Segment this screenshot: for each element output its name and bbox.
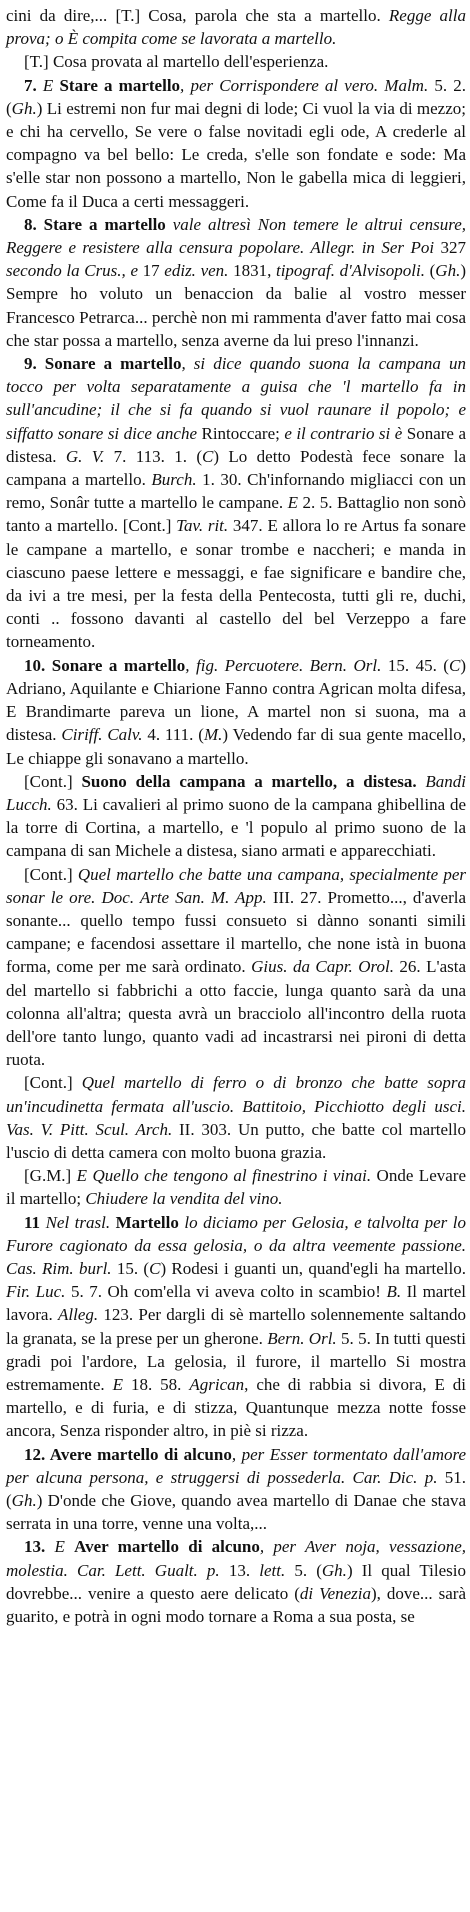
entry-text-run: E [42,75,60,95]
entry-text-run: 5. 2. ( [6,75,467,118]
dictionary-entry [6,4,466,50]
entry-text-run: Gius. da Capr. Orol. [251,957,394,977]
dictionary-entry [6,770,466,863]
entry-text-run: di Venezia [299,1583,372,1603]
entry-text-run: ) Sempre ho voluto un benaccion da balie al vostro messer Francesco Petrarca... perchè non mi rammenta d'aver fatto mai cosa che star possa a martello, senza averne da lui preso l'innanzi. [6,261,466,350]
entry-text-run: lo diciamo per Gelosia, e talvolta per lo Furore cagionato da essa gelosia, o da altra veemente passione. Cas. Rim. burl. [6,1212,467,1278]
entry-text-run: Gh. [11,98,37,118]
entry-text-run: 5. 7. Oh com'ella vi aveva colto in scambio! [65,1282,387,1302]
entry-text-run: 327 [434,238,466,258]
entry-text-run: ) Rodesi i guanti un, quand'egli ha martello. [160,1258,466,1278]
entry-text-run: Chiudere la vendita del vino. [85,1189,283,1209]
entry-text-run: [G.M.] [24,1166,77,1186]
entry-text-run: Bern. Orl. [267,1328,337,1348]
dictionary-entry [6,1443,466,1536]
entry-text-run: 2. 5. Battaglio non sonò tanto a martello. [Cont.] [6,493,466,536]
entry-text-run: 51. ( [6,1467,466,1510]
entry-text-run: 10. Sonare a martello [24,655,186,675]
entry-text-run: vale altresì Non temere le altrui censure, Reggere e resistere alla censura popolare. Allegr. in Ser Poi [6,214,466,258]
entry-text-run: ), dove... sarà guarito, e potrà in ogni modo tornare a Roma a sua posta, se [6,1583,466,1627]
entry-text-run: Aver martello di alcuno [74,1537,260,1557]
entry-text-run: Sonare a distesa. [6,423,466,466]
entry-text-run: Alleg. [57,1305,99,1325]
entry-text-run: Quel martello che batte una campana, specialmente per sonar le ore. Doc. Arte San. M. App. [6,864,466,907]
entry-text-run: Burch. [151,470,197,490]
entry-text-run: Gh. [435,261,461,281]
entry-text-run: B. [386,1282,402,1302]
entry-text-run: , per Aver noja, vessazione, molestia. Car. Lett. Gualt. p. [6,1537,467,1580]
entry-text-run: C [202,446,214,466]
entry-text-run: 123. Per dargli di sè martello solennemente saltando la granata, se la prese per un gherone. [6,1305,467,1348]
entry-text-run: Bandi Lucch. [6,771,467,814]
entry-text-run: ) Il qual Tilesio dovrebbe... venire a questo aere delicato ( [6,1560,466,1603]
entry-text-run: Ciriff. Calv. [61,725,143,745]
entry-text-run: ) Vedendo far di sua gente macello, Le chiappe gli sonavano a martello. [6,725,466,768]
dictionary-entry [6,1164,466,1210]
entry-text-run: lett. [259,1560,286,1580]
entry-text-run: Regge alla prova; o È compita come se lavorata a martello. [6,6,467,49]
entry-text-run: 1831, [228,261,276,281]
entry-text-run: ediz. ven. [164,261,229,281]
entry-text-run: Nel trasl. [45,1212,116,1232]
entry-text-run: [T.] Cosa provata al martello dell'esperienza. [24,52,329,72]
dictionary-entry [6,74,466,213]
entry-text-run: E [287,493,299,513]
entry-text-run: E Quello che tengono al finestrino i vinai. [76,1166,372,1186]
entry-text-run: Agrican [189,1374,245,1394]
entry-text-run: 347. E allora lo re Artus fa sonare le campane a martello, e sonar trombe e naccheri; e manda in ciascuno paese lettere e messaggi, e fae significare e bandire che, da ivi a tre mesi, per la festa della Pentecosta, tutti gli re, duchi, conti .. fossono davanti al castello del bel Verzeppo a fare torneamento. [6,516,466,652]
entry-text-run: Martello [115,1212,179,1232]
entry-text-run: Rintoccare; [197,423,285,443]
dictionary-entry [6,352,466,654]
entry-text-run: 11 [24,1212,46,1232]
entry-text-run: 7. 113. 1. ( [104,446,203,466]
entry-text-run: cini da dire,... [T.] Cosa, parola che sta a martello. [6,6,389,25]
entry-text-run: Gh. [11,1491,37,1510]
entry-text-run: tipograf. d'Alvisopoli. [275,261,425,281]
entry-text-run: 17 [138,261,165,281]
dictionary-entry [6,50,466,73]
entries-column [6,4,466,1628]
entry-text-run: , che di rabbia si divora, E di martello, e di furia, e di stizza, Quantunque mezza notte fosse ancora, Senza risponder altro, in piè si rizza. [6,1374,467,1441]
entry-text-run: C [149,1258,161,1278]
dictionary-entry [6,1211,466,1443]
entry-text-run: 26. L'asta del martello si fabbrichi a otto faccie, lunga quanto sarà da una colonna all'altra; questa avrà un bracciolo all'incontro della ruota dell'ore tanto lungo, quanto vadi ad incastrarsi nei pironi di detta ruota. [6,957,466,1070]
entry-text-run: 18. 58. [123,1374,190,1394]
entry-text-run: [Cont.] [24,864,78,884]
entry-text-run: , si dice quando suona la campana un tocco per volta separatamente a guisa che 'l martello fa in sull'ancudine; il che si fa quando si vuol raunare il popolo; e siffatto sonare si dice anche [6,354,466,443]
entry-text-run: secondo la Crus., e [6,261,138,281]
dictionary-entry [6,1535,466,1628]
entry-text-run: M. [203,725,223,745]
entry-text-run: ) Li estremi non fur mai degni di lode; Ci vuol la via di mezzo; e chi ha cervello, Se vere o false novitadi egli ode, A crederle al compagno va bel bello: Le creda, s'elle son fondate e sode: Ma s'elle star non possono a martello, Non le gabella mica di leggieri, Come fa il Duca a certi messaggeri. [6,98,466,211]
entry-text-run: Suono della campana a martello, a distesa. [81,771,417,791]
entry-text-run: , per Esser tormentato dall'amore per alcuna persona, e struggersi di possederla. Car. Dic. p. [6,1444,466,1487]
entry-text-run: 15. 45. ( [381,655,449,675]
entry-text-run: ) Adriano, Aquilante e Chiarione Fanno contra Agrican molta difesa, E Brandimarte pareva un lione, A martel non si suona, ma a distesa. [6,655,466,745]
entry-text-run: 8. Stare a martello [24,214,173,234]
entry-text-run: ) D'onde che Giove, quando avea martello di Danae che stava serrata in una torre, venne una volta,... [6,1491,466,1534]
entry-text-run: E [54,1537,75,1557]
entry-text-run: G. V. [65,446,105,466]
entry-text-run: 63. Li cavalieri al primo suono de la campana ghibellina de la torre di Cortina, a martello, e 'l populo al primo suono de la campana di san Michele a distesa, siano armati e apparecchiati. [6,794,466,861]
dictionary-entry [6,1071,466,1164]
entry-text-run: Gh. [321,1560,347,1580]
entry-text-run: Il martel lavora. [6,1282,466,1325]
entry-text-run: 9. Sonare a martello [24,354,182,374]
entry-text-run: ( [424,261,436,281]
entry-text-run: 12. Avere martello di alcuno [24,1444,232,1464]
entry-text-run: 15. ( [111,1258,150,1278]
entry-text-run: II. 303. Un putto, che batte col martello l'uscio di detta camera con molto buona grazia. [6,1119,466,1162]
entry-text-run: E [112,1374,123,1394]
entry-text-run: 13. [219,1560,260,1580]
entry-text-run: 7. [24,75,43,95]
entry-text-run: Fir. Luc. [6,1282,66,1302]
entry-text-run: [Cont.] [24,1073,82,1093]
entry-text-run: 1. 30. Ch'infornando migliacci con un remo, Sonâr tutte a martello le campane. [6,470,466,513]
entry-text-run: e il contrario si è [284,423,403,443]
entry-text-run: III. 27. Prometto..., d'averla sonante... quello tempo fussi consueto si dànno sonanti simili campane; e facendosi assettare il martello, che none istà in buona forma, come per me sarà ordinato. [6,887,466,977]
entry-text-run: 5. ( [285,1560,322,1580]
entry-text-run: 5. 5. In tutti questi gradi poi l'ardore, La gelosia, il furore, il martello Si mostra estremamente. [6,1328,466,1394]
dictionary-entry [6,863,466,1072]
entry-text-run: C [448,655,461,675]
entry-text-run: , per Corrispondere al vero. Malm. [180,75,429,95]
entry-text-run: Onde Levare il martello; [6,1166,466,1209]
entry-text-run: ) Lo detto Podestà fece sonare la campana a martello. [6,446,466,490]
entry-text-run: Tav. rit. [176,516,229,536]
entry-text-run: Stare a martello [59,75,181,95]
dictionary-entry [6,654,466,770]
entry-text-run: , fig. Percuotere. Bern. Orl. [185,655,382,675]
entry-text-run: [Cont.] [24,771,82,791]
dictionary-entry [6,213,466,352]
entry-text-run: 4. 111. ( [142,725,204,745]
entry-text-run: Quel martello di ferro o di bronzo che batte sopra un'incudinetta fermata all'uscio. Battitoio, Picchiotto degli usci. Vas. V. Pitt. Scul. Arch. [6,1073,466,1139]
entry-text-run: 13. [24,1537,55,1557]
